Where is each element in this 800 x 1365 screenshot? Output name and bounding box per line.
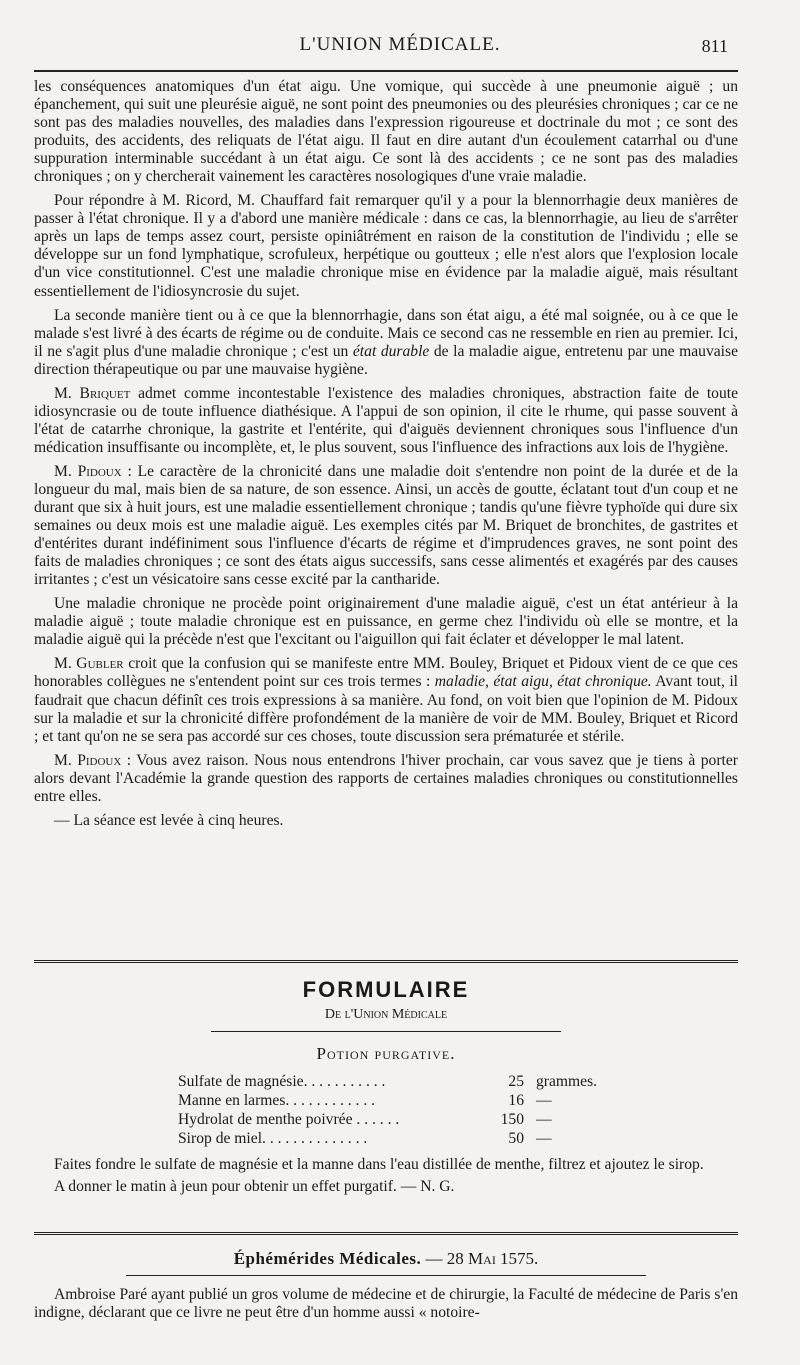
recipe-instructions [34, 1156, 738, 1196]
recipe-row [178, 1091, 738, 1110]
article-body [34, 78, 738, 836]
running-title: L'UNION MÉDICALE. [299, 34, 501, 55]
running-header [0, 30, 800, 64]
paragraph: Pour répondre à M. Ricord, M. Chauffard fait remarquer qu'il y a pour la blennorrhagie deux manières de passer à l'état chronique. Il y a d'abord une manière médicale : dans ce cas, la blennorrhagie, au lieu de s'arrêter après un laps de temps assez court, persiste opiniâtrément en raison de la constitution de l'individu ; elle se développe sur un fond lymphatique, scrofuleux, herpétique ou goutteux ; elle n'est alors que l'explosion locale d'un vice constitutionnel. C'est une maladie chronique mise en évidence par la maladie aiguë, mais résultant essentiellement de l'idiosyncrosie du sujet. [34, 192, 738, 300]
paragraph-text: Le caractère de la chronicité dans une maladie doit s'entendre non point de la durée et de la longueur du mal, mais bien de sa nature, de son essence. Ainsi, un accès de goutte, éclatant tout d'un coup et ne durant que six à huit jours, est une maladie essentiellement chronique ; tandis qu'une fièvre typhoïde qui dure six semaines ou deux mois est une maladie aiguë. Les exemples cités par M. Briquet de bronchites, de gastrites et d'entérites durant indéfiniment sous l'influence d'écarts de régime et d'imprudences graves, ne sont point des faits de maladies chroniques ; ce sont des états aigus successifs, sans cesse alimentés et exagérés par des causes irritantes ; c'est un vésicatoire sans cesse excité par la cantharide. [34, 462, 738, 589]
paragraph: — La séance est levée à cinq heures. [54, 811, 284, 829]
ephemerides-date: — 28 Mai 1575. [425, 1249, 539, 1268]
ingredient-qty: 16 [508, 1092, 524, 1109]
paragraph-text: La seconde manière tient ou à ce que la blennorrhagie, dans son état aigu, a été mal soignée, ou à ce que le malade s'est livré à des écarts de régime ou de conduite. Mais ce second cas ne ressemble en rien au premier. Ici, il ne s'agit plus d'une maladie chronique ; c'est un [34, 306, 738, 360]
instructions-text: Faites fondre le sulfate de magnésie et la manne dans l'eau distillée de menthe, filtrez et ajoutez le sirop. [54, 1156, 704, 1173]
header-rule [34, 70, 738, 72]
paragraph [34, 385, 738, 457]
formulaire-subtitle: De l'Union Médicale [324, 1007, 448, 1022]
paragraph [34, 307, 738, 379]
ingredient-unit: grammes. [536, 1073, 598, 1090]
ingredient-name: Manne en larmes. . . . . . . . . . . . [178, 1092, 376, 1109]
recipe-list [178, 1072, 738, 1148]
paragraph [34, 655, 738, 745]
dosage-text: A donner le matin à jeun pour obtenir un effet purgatif. — N. G. [54, 1178, 455, 1195]
paragraph: Une maladie chronique ne procède point originairement d'une maladie aiguë, c'est un état antérieur à la maladie aiguë ; toute maladie chronique est en puissance, en germe chez l'individu où elle se montre, et la maladie aiguë qui la précède n'est que l'excitant ou l'aiguillon qui fait éclater et développer le mal latent. [34, 595, 738, 649]
ephemerides-section [34, 1232, 738, 1322]
speaker-name: M. Pidoux : [54, 751, 132, 769]
ingredient-qty: 25 [508, 1073, 524, 1090]
recipe-row [178, 1072, 738, 1091]
paragraph: les conséquences anatomiques d'un état aigu. Une vomique, qui succède à une pneumonie aiguë ; un épanchement, qui suit une pleurésie aiguë, ne sont point des pneumonies ou des pleurésies chroniques ; car ce ne sont pas des maladies nouvelles, des maladies dans l'expression rigoureuse et doctrinale du mot ; ce sont des produits, des accidents, des reliquats de l'état aigu. Il faut en dire autant d'un écoulement catarrhal ou d'une suppuration interminable succédant à un état aigu. Ce sont là des accidents ; ce ne sont pas des maladies chroniques ; on y chercherait vainement les caractères nosologiques d'une vraie maladie. [34, 78, 738, 186]
ingredient-name: Sulfate de magnésie. . . . . . . . . . . [178, 1073, 386, 1090]
ingredient-name: Sirop de miel. . . . . . . . . . . . . . [178, 1130, 368, 1147]
paragraph-text: Avant tout, il faudrait que chacun définît ces trois expressions à sa manière. Au fond, on voit bien que l'opinion de M. Pidoux sur la maladie et sur la chronicité diffère profondément de la manière de voir de MM. Bouley, Briquet et Ricord ; et tant qu'on ne se sera pas accordé sur ces choses, toute discussion sera prématurée et stérile. [34, 673, 738, 745]
ephemerides-rule [126, 1275, 646, 1276]
ephemerides-heading [34, 1249, 738, 1269]
speaker-name: M. Gubler [54, 655, 124, 673]
recipe-row [178, 1129, 738, 1148]
ingredient-qty: 150 [500, 1111, 524, 1128]
page-number: 811 [701, 36, 728, 56]
subtitle-rule [211, 1031, 561, 1032]
speaker-name: M. Pidoux : [54, 462, 132, 480]
ingredient-unit: — [536, 1092, 552, 1109]
ephemerides-text: Ambroise Paré ayant publié un gros volume de médecine et de chirurgie, la Faculté de médecine de Paris s'en indigne, déclarant que ce livre ne peut être d'un homme aussi « notoire- [34, 1286, 738, 1321]
formulaire-title: FORMULAIRE [302, 977, 470, 1002]
paragraph [34, 752, 738, 806]
potion-title: Potion purgative. [316, 1044, 456, 1063]
ephemerides-title: Éphémérides Médicales. [233, 1249, 422, 1268]
speaker-name: M. Briquet [54, 384, 131, 402]
emphasis: état durable [352, 342, 430, 360]
emphasis: maladie, état aigu, état chronique. [434, 673, 652, 691]
section-double-rule [34, 1232, 738, 1235]
paragraph-text: Vous avez raison. Nous nous entendrons l'hiver prochain, car vous savez que je tiens à porter alors devant l'Académie la grande question des rapports de certaines maladies chroniques ou constitutionnelles entre elles. [34, 751, 738, 805]
formulaire-section [34, 960, 738, 1200]
ingredient-name: Hydrolat de menthe poivrée . . . . . . [178, 1111, 400, 1128]
paragraph-text: de la maladie aigue, entretenu par une mauvaise direction thérapeutique ou par une mauvaise hygiène. [34, 342, 738, 378]
paragraph [34, 463, 738, 589]
section-double-rule [34, 960, 738, 963]
ingredient-unit: — [536, 1130, 552, 1147]
ingredient-unit: — [536, 1111, 552, 1128]
paragraph-text: croit que la confusion qui se manifeste entre MM. Bouley, Briquet et Pidoux vient de ce que ces honorables collègues ne s'entendent point sur ces trois termes : [34, 655, 738, 691]
recipe-row [178, 1110, 738, 1129]
ingredient-qty: 50 [508, 1130, 524, 1147]
paragraph-text: admet comme incontestable l'existence des maladies chroniques, abstraction faite de toute idiosyncrasie ou de toute influence diathésique. A l'appui de son opinion, il cite le rhume, qui passe souvent à l'état de catarrhe chronique, la gastrite et l'entérite, qui d'aiguës deviennent chroniques sous l'influence d'un médication insuffisante ou incomplète, et, le plus souvent, sous l'influence des infractions aux lois de l'hygiène. [34, 384, 738, 456]
